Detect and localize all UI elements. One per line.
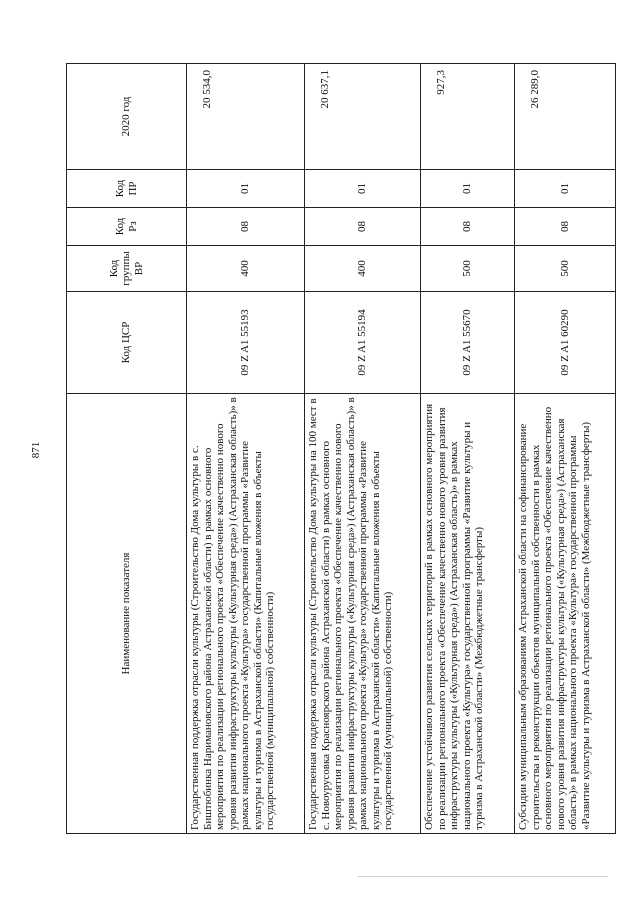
row-amount: 20 534,0 [187,64,305,170]
page-number: 871 [30,441,42,459]
row-vr: 400 [187,246,305,292]
row-rz: 08 [515,208,616,246]
row-name: Государственная поддержка отрасли культуры (Строительство Дома культуры в с. Биштюбинка Наримановского района Астраханской области) в рамках основного мероприятия по реализации регионального проекта «Обеспечение качественно нового уровня развития инфраструктуры культуры («Культурная среда») (Астраханская область)» в рамках национального проекта «Культура» государственной программы «Развитие культуры и туризма в Астраханской области» (Капитальные вложения в объекты государственной (муниципальной) собственности) [187,394,305,834]
header-row [67,64,187,834]
row-name: Государственная поддержка отрасли культуры (Строительство Дома культуры на 100 мест в с. Новоурусовка Красноярского района Астраханской области) в рамках основного мероприятия по реализации регионального проекта «Обеспечение качественно нового уровня развития инфраструктуры культуры («Культурная среда») (Астраханская область)» в рамках национального проекта «Культура» государственной программы «Развитие культуры и туризма в Астраханской области» (Капитальные вложения в объекты государственной (муниципальной) собственности) [305,394,421,834]
table-row [421,64,515,834]
table-row [305,64,421,834]
row-amount: 26 289,0 [515,64,616,170]
header-year: 2020 год [67,64,187,170]
row-amount: 20 637,1 [305,64,421,170]
row-vr: 500 [515,246,616,292]
header-pr: Код ПР [67,170,187,208]
row-csr: 09 Z A1 55193 [187,292,305,394]
header-vr: Код группы ВР [67,246,187,292]
row-csr: 09 Z A1 60290 [515,292,616,394]
row-vr: 500 [421,246,515,292]
header-name: Наименование показателя [67,394,187,834]
row-amount: 927,3 [421,64,515,170]
row-pr: 01 [187,170,305,208]
row-rz: 08 [305,208,421,246]
row-name: Субсидии муниципальным образованиям Астраханской области на софинансирование строительства и реконструкции объектов муниципальной собственности в рамках основного мероприятия по реализации регионального проекта «Обеспечение качественно нового уровня развития инфраструктуры культуры («Культурная среда») (Астраханская область)» в рамках национального проекта «Культура» государственной программы «Развитие культуры и туризма в Астраханской области» (Межбюджетные трансферты) [515,394,616,834]
rotated-page-content [66,64,615,834]
row-name: Обеспечение устойчивого развития сельских территорий в рамках основного мероприятия по реализации регионального проекта «Обеспечение качественно нового уровня развития инфраструктуры культуры («Культурная среда») (Астраханская область)» в рамках национального проекта «Культура» государственной программы «Развитие культуры и туризма в Астраханской области» (Межбюджетные трансферты) [421,394,515,834]
table-row [187,64,305,834]
scan-footer-line [358,876,608,877]
row-csr: 09 Z A1 55670 [421,292,515,394]
row-rz: 08 [187,208,305,246]
row-csr: 09 Z A1 55194 [305,292,421,394]
table-row [515,64,616,834]
row-rz: 08 [421,208,515,246]
row-vr: 400 [305,246,421,292]
row-pr: 01 [515,170,616,208]
header-rz: Код Рз [67,208,187,246]
budget-table [66,63,616,834]
row-pr: 01 [421,170,515,208]
header-csr: Код ЦСР [67,292,187,394]
row-pr: 01 [305,170,421,208]
